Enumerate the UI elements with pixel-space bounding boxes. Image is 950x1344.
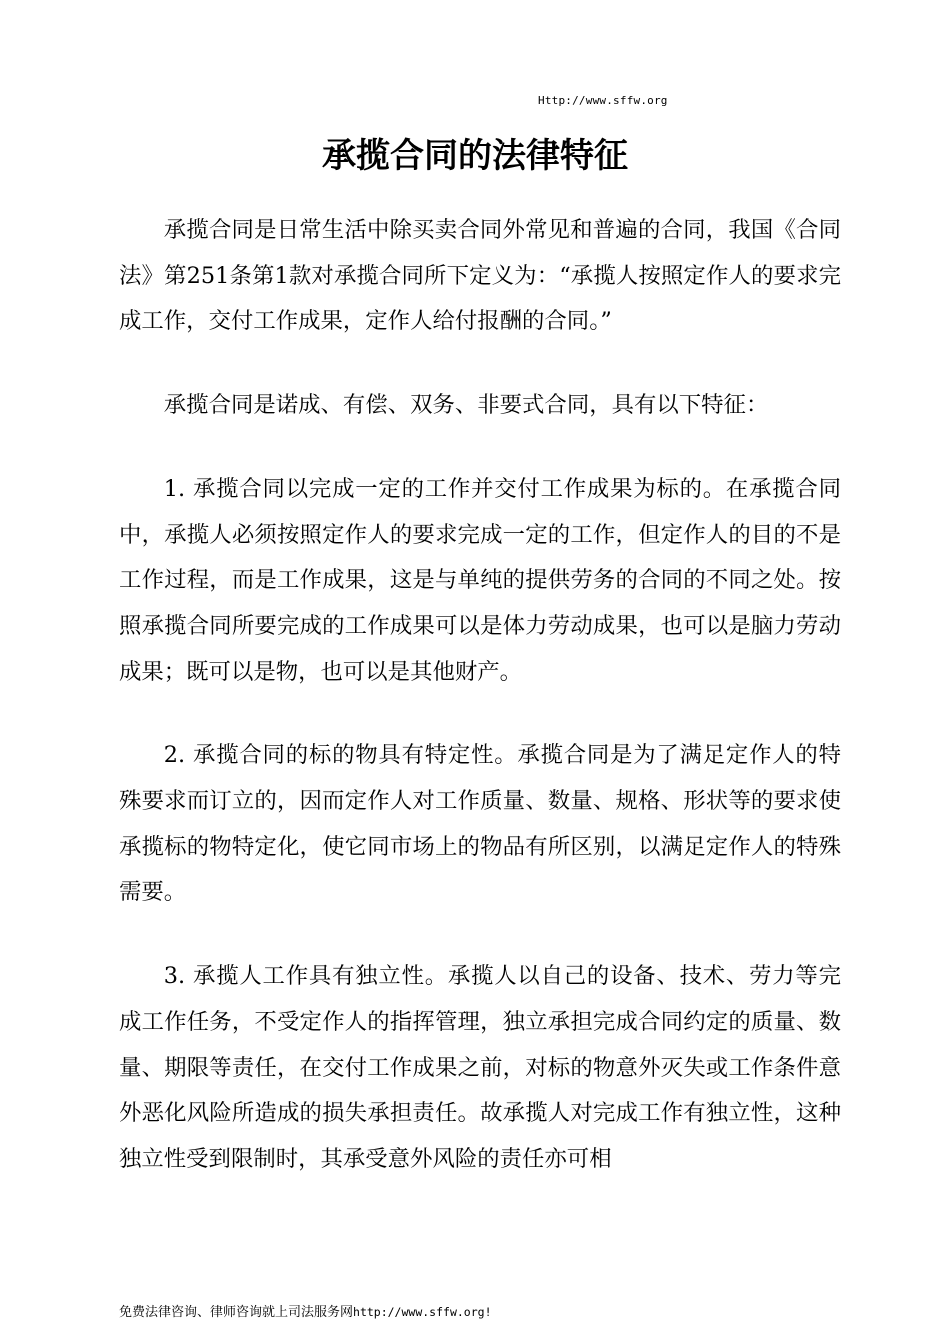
page-footer — [119, 1301, 492, 1320]
footer-link[interactable]: http://www.sffw.org! — [353, 1305, 492, 1319]
paragraph-feature-1: 1. 承揽合同以完成一定的工作并交付工作成果为标的。在承揽合同中，承揽人必须按照定作人的要求完成一定的工作，但定作人的目的不是工作过程，而是工作成果，这是与单纯的提供劳务的合同的不同之处。按照承揽合同所要完成的工作成果可以是体力劳动成果，也可以是脑力劳动成果；既可以是物，也可以是其他财产。 — [119, 475, 841, 685]
document-body — [119, 208, 841, 1221]
paragraph-feature-2: 2. 承揽合同的标的物具有特定性。承揽合同是为了满足定作人的特殊要求而订立的，因而定作人对工作质量、数量、规格、形状等的要求使承揽标的物特定化，使它同市场上的物品有所区别，以满足定作人的特殊需要。 — [119, 742, 841, 906]
document-title: 承揽合同的法律特征 — [322, 136, 628, 176]
header-url: Http://www.sffw.org — [538, 94, 668, 107]
paragraph-feature-3: 3. 承揽人工作具有独立性。承揽人以自己的设备、技术、劳力等完成工作任务，不受定作人的指挥管理，独立承担完成合同约定的质量、数量、期限等责任，在交付工作成果之前，对标的物意外灭失或工作条件意外恶化风险所造成的损失承担责任。故承揽人对完成工作有独立性，这种独立性受到限制时，其承受意外风险的责任亦可相 — [119, 963, 841, 1172]
footer-text: 免费法律咨询、律师咨询就上司法服务网 — [119, 1305, 354, 1320]
paragraph-characteristics-intro: 承揽合同是诺成、有偿、双务、非要式合同，具有以下特征： — [163, 392, 769, 419]
paragraph-definition: 承揽合同是日常生活中除买卖合同外常见和普遍的合同，我国《合同法》第251条第1款对承揽合同所下定义为：“承揽人按照定作人的要求完成工作，交付工作成果，定作人给付报酬的合同。” — [119, 217, 841, 335]
